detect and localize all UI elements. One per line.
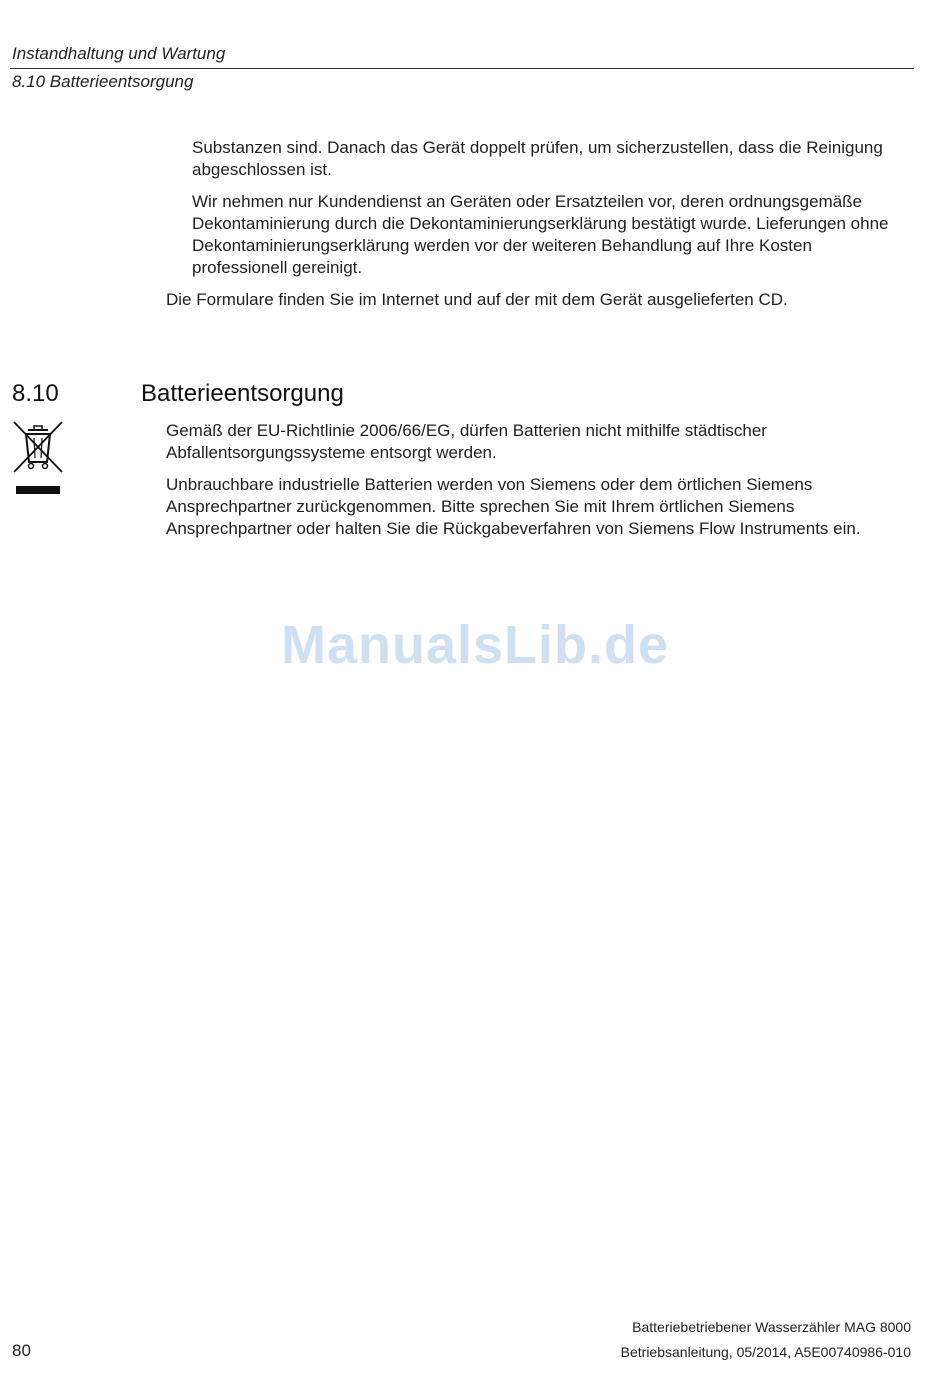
paragraph-forms: Die Formulare finden Sie im Internet und auf der mit dem Gerät ausgelieferten CD. [166,290,788,309]
footer-product: Batteriebetriebener Wasserzähler MAG 8000 [632,1319,911,1335]
paragraph-return: Unbrauchbare industrielle Batterien werden von Siemens oder dem örtlichen Siemens Ansprechpartner zurückgenommen. Bitte sprechen Sie mit Ihrem örtlichen Siemens Ansprechpartner oder halten Sie die Rückgabeverfahren von Siemens Flow Instruments ein. [166,475,861,538]
section-title: Batterieentsorgung [141,380,344,407]
footer-document: Betriebsanleitung, 05/2014, A5E00740986-010 [620,1344,911,1360]
running-header-section: 8.10 Batterieentsorgung [12,72,194,91]
paragraph-service: Wir nehmen nur Kundendienst an Geräten oder Ersatzteilen vor, deren ordnungsgemäße Dekontaminierung durch die Dekontaminierungserklärung bestätigt wurde. Lieferungen ohne Dekontaminierungserklärung werden vor der weiteren Behandlung auf Ihre Kosten professionell gereinigt. [192,192,889,277]
watermark: ManualsLib.de [280,615,670,675]
section-number: 8.10 [12,380,59,407]
header-rule [10,68,914,69]
running-header-chapter: Instandhaltung und Wartung [12,44,226,63]
paragraph-directive: Gemäß der EU-Richtlinie 2006/66/EG, dürfen Batterien nicht mithilfe städtischer Abfallentsorgungssysteme entsorgt werden. [166,421,767,462]
weee-crossed-bin-icon [12,420,64,496]
page-number: 80 [12,1341,31,1360]
paragraph-cleaning-end: Substanzen sind. Danach das Gerät doppelt prüfen, um sicherzustellen, dass die Reinigung abgeschlossen ist. [192,138,883,179]
